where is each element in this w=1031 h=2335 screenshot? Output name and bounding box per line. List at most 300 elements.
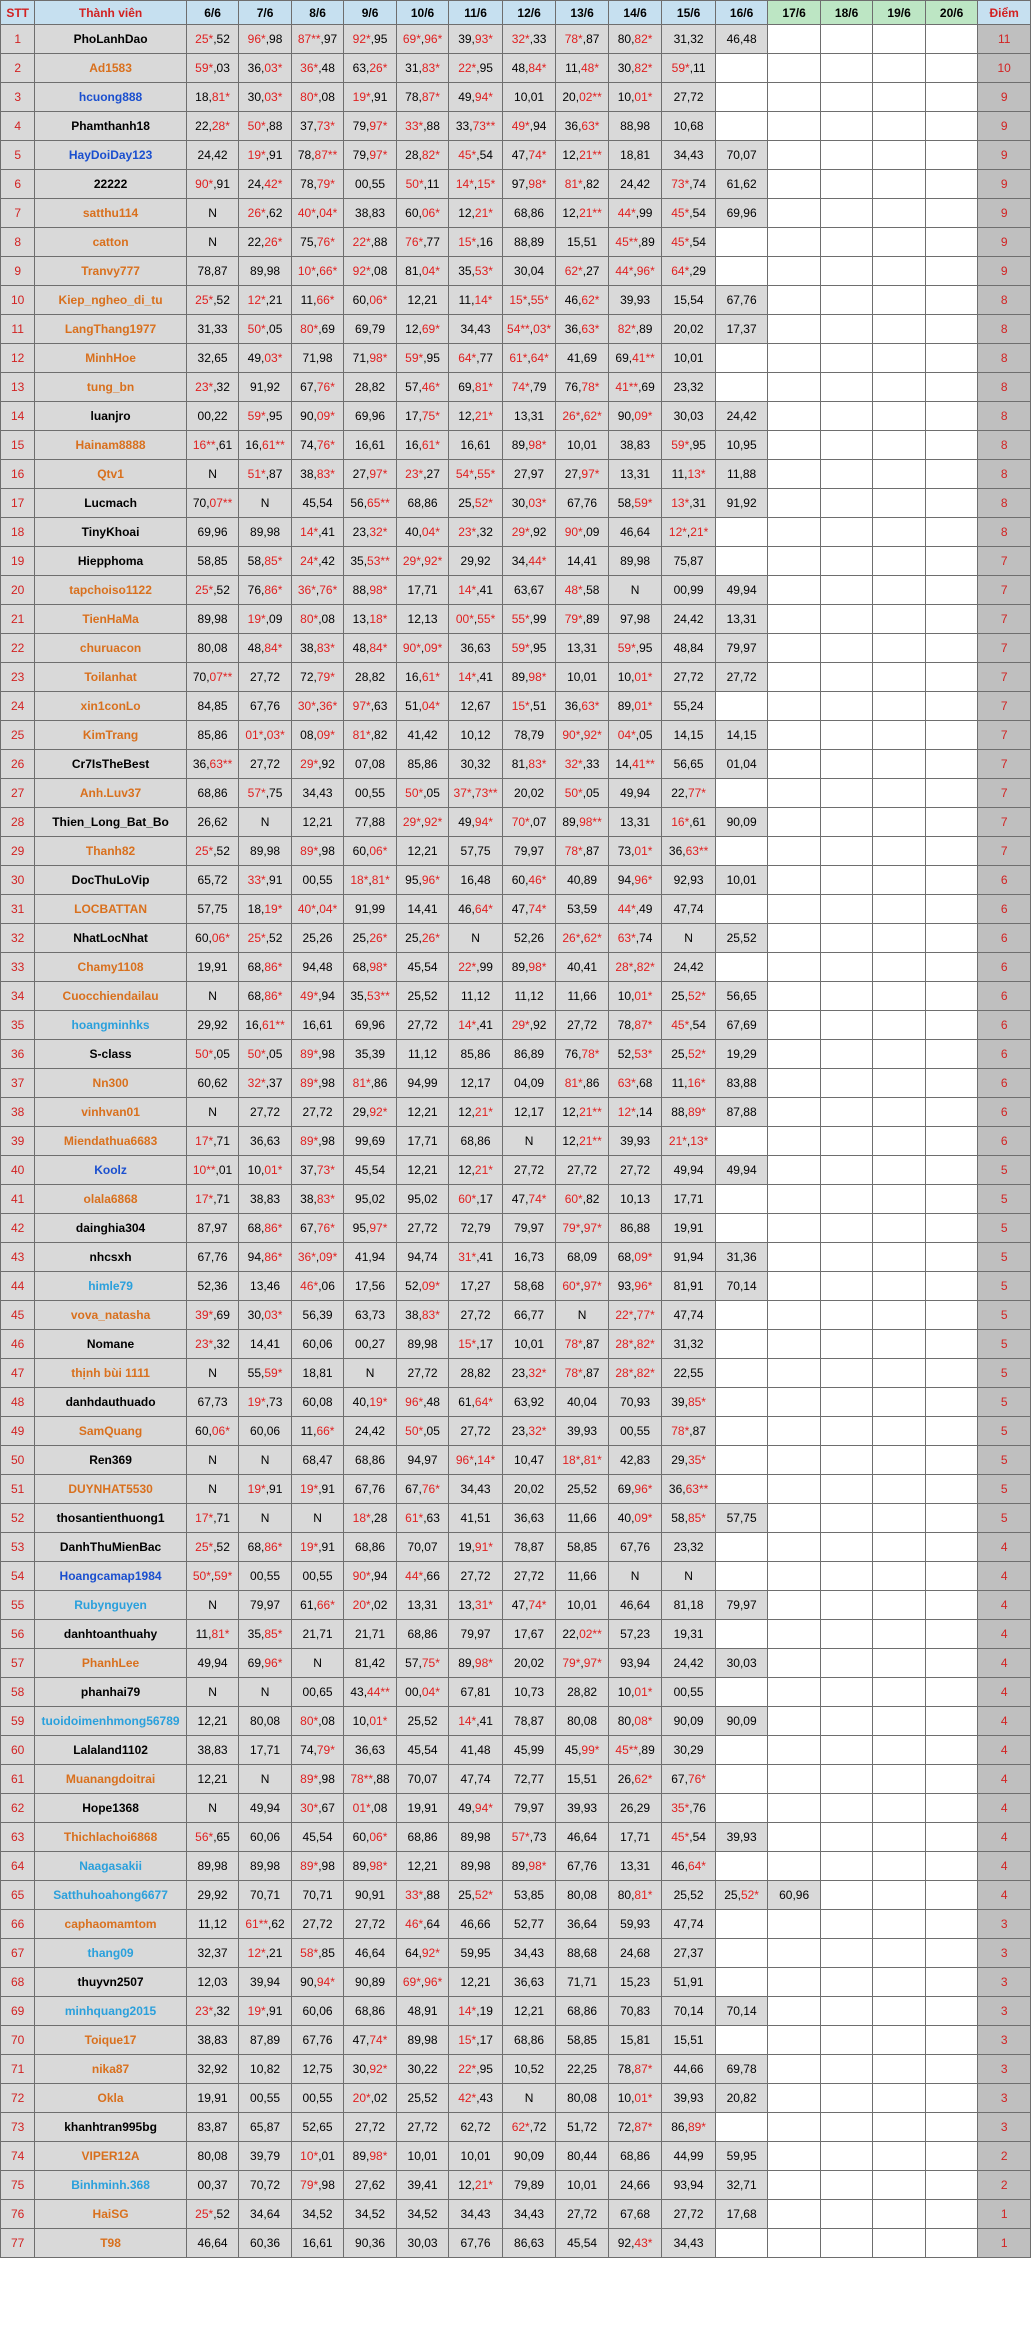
- result-separator: ,: [418, 1308, 422, 1322]
- empty-cell: [768, 1301, 821, 1330]
- empty-cell: [873, 112, 926, 141]
- result-first: 12: [405, 322, 419, 336]
- result-separator: ,: [213, 2004, 217, 2018]
- result-first: 63: [352, 61, 367, 75]
- result-first: 10: [617, 90, 632, 104]
- result-second: 01*: [634, 699, 653, 713]
- row-stt: 43: [1, 1243, 35, 1272]
- table-row: [1, 1707, 1031, 1736]
- member-name[interactable]: 22222: [35, 170, 186, 199]
- result-cell: 68,86: [396, 1620, 449, 1649]
- result-second: 59*: [264, 1366, 283, 1380]
- result-first: 67: [671, 1772, 685, 1786]
- result-first: 40*: [297, 206, 316, 220]
- table-row: [1, 1388, 1031, 1417]
- result-cell: [396, 1417, 449, 1446]
- result-separator: ,: [318, 1076, 322, 1090]
- result-first: 78*: [671, 1424, 690, 1438]
- result-second: 87*: [421, 90, 440, 104]
- table-row: [1, 692, 1031, 721]
- result-first: 35: [458, 264, 472, 278]
- member-name[interactable]: TienHaMa: [35, 605, 186, 634]
- result-second: 09*: [316, 728, 335, 742]
- result-cell: N: [662, 1562, 716, 1591]
- result-separator: ,: [265, 32, 270, 46]
- result-second: 89*: [687, 1105, 706, 1119]
- result-cell: 27,72: [396, 1359, 449, 1388]
- member-name[interactable]: Ren369: [35, 1446, 186, 1475]
- result-second: 82: [374, 728, 388, 742]
- empty-cell: [820, 779, 873, 808]
- member-name[interactable]: Cr7IsTheBest: [35, 750, 186, 779]
- result-second: 92: [533, 1018, 547, 1032]
- row-stt: 22: [1, 634, 35, 663]
- row-points: 5: [978, 1272, 1031, 1301]
- empty-cell: [768, 1765, 821, 1794]
- result-cell: 17,71: [662, 1185, 716, 1214]
- result-cell: 68,86: [556, 1997, 609, 2026]
- result-first: 22*: [352, 235, 371, 249]
- member-name[interactable]: thang09: [35, 1939, 186, 1968]
- member-name[interactable]: T98: [35, 2229, 186, 2258]
- result-cell: 78,87: [502, 1533, 556, 1562]
- member-name[interactable]: Toique17: [35, 2026, 186, 2055]
- result-separator: ,: [370, 264, 375, 278]
- result-first: 25*: [195, 583, 214, 597]
- result-cell: 36,63: [502, 1968, 556, 1997]
- result-cell: N: [556, 1301, 609, 1330]
- result-separator: ,: [575, 90, 580, 104]
- result-first: 26*: [562, 409, 581, 423]
- result-first: 12: [458, 2178, 472, 2192]
- result-second: 74*: [528, 1598, 547, 1612]
- result-cell: 25,26: [291, 924, 344, 953]
- member-name[interactable]: PhoLanhDao: [35, 25, 186, 54]
- empty-cell: [715, 1388, 768, 1417]
- result-cell: [556, 83, 609, 112]
- result-cell: 67,76: [449, 2229, 503, 2258]
- result-cell: [344, 1504, 397, 1533]
- empty-cell: [925, 895, 978, 924]
- result-first: 96*: [405, 1395, 424, 1409]
- result-second: 52*: [687, 1047, 706, 1061]
- member-name[interactable]: MinhHoe: [35, 344, 186, 373]
- result-cell: [344, 1562, 397, 1591]
- table-row: [1, 1446, 1031, 1475]
- result-separator: ,: [366, 467, 370, 481]
- table-row: [1, 1765, 1031, 1794]
- result-separator: ,: [313, 380, 317, 394]
- result-first: 30: [511, 496, 526, 510]
- member-name[interactable]: Ad1583: [35, 54, 186, 83]
- result-separator: ,: [370, 32, 375, 46]
- result-cell: 13,31: [396, 1591, 449, 1620]
- result-first: 20*: [352, 1598, 371, 1612]
- member-name[interactable]: Nomane: [35, 1330, 186, 1359]
- result-cell: 36,63: [344, 1736, 397, 1765]
- member-name[interactable]: khanhtran995bg: [35, 2113, 186, 2142]
- result-cell: [239, 634, 292, 663]
- member-name[interactable]: hcuong888: [35, 83, 186, 112]
- result-separator: ,: [313, 1221, 317, 1235]
- result-second: 04*: [421, 264, 440, 278]
- row-stt: 49: [1, 1417, 35, 1446]
- result-first: 19: [458, 1540, 472, 1554]
- result-first: 68: [247, 989, 262, 1003]
- result-first: 68: [247, 1540, 262, 1554]
- empty-cell: [768, 663, 821, 692]
- result-second: 09*: [316, 409, 335, 423]
- result-separator: ,: [638, 380, 642, 394]
- result-second: 74*: [528, 902, 547, 916]
- result-second: 97*: [583, 1221, 602, 1235]
- result-cell: 95,02: [396, 1185, 449, 1214]
- empty-cell: [768, 953, 821, 982]
- member-name[interactable]: danhdauthuado: [35, 1388, 186, 1417]
- result-first: 23*: [458, 525, 477, 539]
- member-name[interactable]: Kiep_ngheo_di_tu: [35, 286, 186, 315]
- result-separator: ,: [366, 1105, 370, 1119]
- result-cell: 68,86: [344, 1997, 397, 2026]
- result-first: 50*: [405, 786, 424, 800]
- result-separator: ,: [471, 1540, 475, 1554]
- result-cell: 13,31: [608, 460, 662, 489]
- member-name[interactable]: KimTrang: [35, 721, 186, 750]
- result-second: 43: [479, 2091, 493, 2105]
- result-cell: 70,83: [608, 1997, 662, 2026]
- member-name[interactable]: Hiepphoma: [35, 547, 186, 576]
- result-separator: ,: [631, 32, 635, 46]
- member-name[interactable]: minhquang2015: [35, 1997, 186, 2026]
- result-first: 13: [458, 1598, 472, 1612]
- result-cell: 16,48: [449, 866, 503, 895]
- empty-cell: [873, 373, 926, 402]
- result-cell: 10,01: [556, 1591, 609, 1620]
- member-name[interactable]: churuacon: [35, 634, 186, 663]
- result-cell: 00,55: [291, 2084, 344, 2113]
- member-name[interactable]: hoangminhks: [35, 1011, 186, 1040]
- member-name[interactable]: Toilanhat: [35, 663, 186, 692]
- result-cell: [608, 1098, 662, 1127]
- result-cell: [396, 1388, 449, 1417]
- member-name[interactable]: thosantienthuong1: [35, 1504, 186, 1533]
- result-first: 89: [458, 1656, 472, 1670]
- member-name[interactable]: S-class: [35, 1040, 186, 1069]
- result-cell: 71,71: [556, 1968, 609, 1997]
- result-first: 54*: [455, 467, 474, 481]
- result-cell: 34,52: [291, 2200, 344, 2229]
- result-cell: [291, 634, 344, 663]
- member-name[interactable]: Thanh82: [35, 837, 186, 866]
- member-name[interactable]: himle79: [35, 1272, 186, 1301]
- member-name[interactable]: Naagasakii: [35, 1852, 186, 1881]
- member-name[interactable]: tapchoiso1122: [35, 576, 186, 605]
- empty-cell: [925, 199, 978, 228]
- member-name[interactable]: Nn300: [35, 1069, 186, 1098]
- result-second: 49: [639, 902, 653, 916]
- result-cell: [239, 1214, 292, 1243]
- result-second: 55*: [477, 612, 496, 626]
- empty-cell: [768, 257, 821, 286]
- result-first: 64*: [671, 264, 690, 278]
- member-name[interactable]: Koolz: [35, 1156, 186, 1185]
- result-cell: [556, 1272, 609, 1301]
- result-cell: [344, 1852, 397, 1881]
- member-name[interactable]: danhtoanthuahy: [35, 1620, 186, 1649]
- result-separator: ,: [527, 293, 531, 307]
- member-name[interactable]: Satthuhoahong6677: [35, 1881, 186, 1910]
- member-name[interactable]: Chamy1108: [35, 953, 186, 982]
- result-cell: 27,72: [239, 663, 292, 692]
- result-cell: 27,72: [291, 1098, 344, 1127]
- result-separator: ,: [473, 177, 478, 191]
- result-separator: ,: [635, 728, 640, 742]
- member-name[interactable]: DocThuLoVip: [35, 866, 186, 895]
- result-second: 86*: [264, 1540, 283, 1554]
- result-second: 08: [321, 612, 335, 626]
- result-first: 49*: [511, 119, 530, 133]
- result-separator: ,: [423, 1569, 427, 1583]
- result-separator: ,: [313, 1192, 317, 1206]
- member-name[interactable]: Binhminh.368: [35, 2171, 186, 2200]
- table-row: [1, 25, 1031, 54]
- result-cell: 45,54: [291, 1823, 344, 1852]
- empty-cell: [925, 721, 978, 750]
- result-separator: ,: [525, 177, 529, 191]
- result-cell: [291, 112, 344, 141]
- result-cell: N: [186, 1475, 239, 1504]
- member-name[interactable]: LangThang1977: [35, 315, 186, 344]
- result-cell: [396, 1504, 449, 1533]
- member-name[interactable]: Tranvy777: [35, 257, 186, 286]
- result-cell: 52,26: [502, 924, 556, 953]
- result-first: 51*: [247, 467, 266, 481]
- result-cell: 24,42: [715, 402, 768, 431]
- result-first: 29*: [300, 757, 319, 771]
- result-second: 09*: [634, 409, 653, 423]
- result-cell: [291, 1794, 344, 1823]
- result-second: 42: [321, 554, 335, 568]
- member-name[interactable]: DanhThuMienBac: [35, 1533, 186, 1562]
- empty-cell: [715, 1910, 768, 1939]
- result-cell: 67,73: [186, 1388, 239, 1417]
- result-separator: ,: [420, 641, 425, 655]
- result-separator: ,: [366, 351, 370, 365]
- result-cell: N: [239, 1678, 292, 1707]
- member-name[interactable]: DUYNHAT5530: [35, 1475, 186, 1504]
- member-name[interactable]: LOCBATTAN: [35, 895, 186, 924]
- member-name[interactable]: olala6868: [35, 1185, 186, 1214]
- empty-cell: [873, 1910, 926, 1939]
- result-separator: ,: [366, 1221, 370, 1235]
- result-first: 45*: [671, 235, 690, 249]
- member-name[interactable]: Rubynguyen: [35, 1591, 186, 1620]
- result-cell: [344, 1591, 397, 1620]
- empty-cell: [715, 1301, 768, 1330]
- result-cell: 84,85: [186, 692, 239, 721]
- result-second: 03: [216, 61, 230, 75]
- result-separator: ,: [631, 1714, 635, 1728]
- result-second: 04*: [319, 206, 338, 220]
- empty-cell: [715, 228, 768, 257]
- empty-cell: [768, 141, 821, 170]
- result-cell: 56,65: [715, 982, 768, 1011]
- member-name[interactable]: Lucmach: [35, 489, 186, 518]
- result-second: 07**: [209, 496, 233, 510]
- result-separator: ,: [689, 1424, 693, 1438]
- member-name[interactable]: Thien_Long_Bat_Bo: [35, 808, 186, 837]
- result-separator: ,: [582, 177, 587, 191]
- result-cell: 25,52: [556, 1475, 609, 1504]
- result-second: 97*: [369, 1221, 388, 1235]
- member-name[interactable]: Anh.Luv37: [35, 779, 186, 808]
- member-name[interactable]: Hainam8888: [35, 431, 186, 460]
- result-cell: 69,96: [186, 518, 239, 547]
- result-cell: 68,86: [608, 2142, 662, 2171]
- result-cell: 52,36: [186, 1272, 239, 1301]
- member-name[interactable]: VIPER12A: [35, 2142, 186, 2171]
- member-name[interactable]: vinhvan01: [35, 1098, 186, 1127]
- member-name[interactable]: Lalaland1102: [35, 1736, 186, 1765]
- result-second: 02**: [579, 1627, 602, 1641]
- member-name[interactable]: catton: [35, 228, 186, 257]
- member-name[interactable]: dainghia304: [35, 1214, 186, 1243]
- empty-cell: [768, 2055, 821, 2084]
- result-separator: ,: [471, 902, 475, 916]
- result-cell: [344, 1069, 397, 1098]
- result-first: 45: [564, 1743, 579, 1757]
- result-first: 47: [511, 902, 526, 916]
- empty-cell: [925, 953, 978, 982]
- table-row: [1, 1678, 1031, 1707]
- member-name[interactable]: HaiSG: [35, 2200, 186, 2229]
- empty-cell: [768, 112, 821, 141]
- result-cell: [662, 431, 716, 460]
- member-name[interactable]: Muanangdoitrai: [35, 1765, 186, 1794]
- result-first: 32*: [564, 757, 583, 771]
- member-name[interactable]: TinyKhoai: [35, 518, 186, 547]
- member-name[interactable]: Thichlachoi6868: [35, 1823, 186, 1852]
- result-separator: ,: [213, 380, 217, 394]
- result-cell: [291, 605, 344, 634]
- result-separator: ,: [631, 844, 635, 858]
- member-name[interactable]: SamQuang: [35, 1417, 186, 1446]
- result-second: 97*: [581, 467, 600, 481]
- empty-cell: [820, 634, 873, 663]
- result-separator: ,: [476, 1250, 480, 1264]
- table-row: [1, 634, 1031, 663]
- member-name[interactable]: Okla: [35, 2084, 186, 2113]
- result-separator: ,: [684, 467, 688, 481]
- empty-cell: [873, 431, 926, 460]
- result-cell: [502, 1359, 556, 1388]
- empty-cell: [820, 489, 873, 518]
- result-separator: ,: [213, 61, 217, 75]
- member-name[interactable]: vova_natasha: [35, 1301, 186, 1330]
- member-name[interactable]: HayDoiDay123: [35, 141, 186, 170]
- empty-cell: [925, 1968, 978, 1997]
- result-separator: ,: [471, 786, 475, 800]
- empty-cell: [768, 83, 821, 112]
- result-cell: 12,67: [449, 692, 503, 721]
- member-name[interactable]: nika87: [35, 2055, 186, 2084]
- result-first: 55: [247, 1366, 262, 1380]
- result-cell: [186, 1127, 239, 1156]
- empty-cell: [820, 1678, 873, 1707]
- member-name[interactable]: Cuocchiendailau: [35, 982, 186, 1011]
- result-cell: 89,98: [449, 1823, 503, 1852]
- member-name[interactable]: nhcsxh: [35, 1243, 186, 1272]
- empty-cell: [873, 1678, 926, 1707]
- result-cell: [396, 924, 449, 953]
- empty-cell: [820, 2171, 873, 2200]
- member-name[interactable]: PhanhLee: [35, 1649, 186, 1678]
- result-second: 27: [426, 467, 440, 481]
- result-separator: ,: [208, 1627, 212, 1641]
- result-cell: 94,97: [396, 1446, 449, 1475]
- result-cell: 71,98: [291, 344, 344, 373]
- result-second: 92*: [424, 554, 443, 568]
- member-name[interactable]: Miendathua6683: [35, 1127, 186, 1156]
- result-cell: [449, 605, 503, 634]
- result-first: 25: [671, 989, 685, 1003]
- empty-cell: [873, 1939, 926, 1968]
- member-name[interactable]: caphaomamtom: [35, 1910, 186, 1939]
- result-first: 17: [405, 409, 419, 423]
- result-second: 87: [269, 467, 283, 481]
- empty-cell: [768, 721, 821, 750]
- result-first: 89: [352, 2149, 367, 2163]
- result-cell: 12,17: [502, 1098, 556, 1127]
- result-first: 36: [564, 699, 579, 713]
- member-name[interactable]: phanhai79: [35, 1678, 186, 1707]
- result-second: 02: [374, 1598, 388, 1612]
- result-first: 36: [564, 119, 579, 133]
- result-cell: [344, 344, 397, 373]
- member-name[interactable]: Hope1368: [35, 1794, 186, 1823]
- result-cell: [344, 2142, 397, 2171]
- result-first: 28*: [615, 1366, 634, 1380]
- header-date: 13/6: [556, 1, 609, 25]
- member-name[interactable]: thịnh bùi 1111: [35, 1359, 186, 1388]
- result-separator: ,: [525, 670, 529, 684]
- member-name[interactable]: tuoidoimenhmong56789: [35, 1707, 186, 1736]
- result-second: 89: [639, 322, 653, 336]
- result-second: 09*: [634, 1250, 653, 1264]
- result-first: 59*: [671, 61, 690, 75]
- row-stt: 18: [1, 518, 35, 547]
- result-second: 81*: [211, 1627, 230, 1641]
- member-name[interactable]: NhatLocNhat: [35, 924, 186, 953]
- member-name[interactable]: Qtv1: [35, 460, 186, 489]
- result-cell: [662, 1765, 716, 1794]
- empty-cell: [768, 1127, 821, 1156]
- member-name[interactable]: luanjro: [35, 402, 186, 431]
- member-name[interactable]: tung_bn: [35, 373, 186, 402]
- member-name[interactable]: Phamthanh18: [35, 112, 186, 141]
- member-name[interactable]: Hoangcamap1984: [35, 1562, 186, 1591]
- member-name[interactable]: xin1conLo: [35, 692, 186, 721]
- result-separator: ,: [682, 1482, 686, 1496]
- row-stt: 68: [1, 1968, 35, 1997]
- member-name[interactable]: thuyvn2507: [35, 1968, 186, 1997]
- result-first: 50*: [405, 177, 424, 191]
- member-name[interactable]: satthu114: [35, 199, 186, 228]
- result-second: 98*: [528, 438, 547, 452]
- result-cell: 44,66: [662, 2055, 716, 2084]
- result-separator: ,: [631, 61, 635, 75]
- result-cell: [608, 1011, 662, 1040]
